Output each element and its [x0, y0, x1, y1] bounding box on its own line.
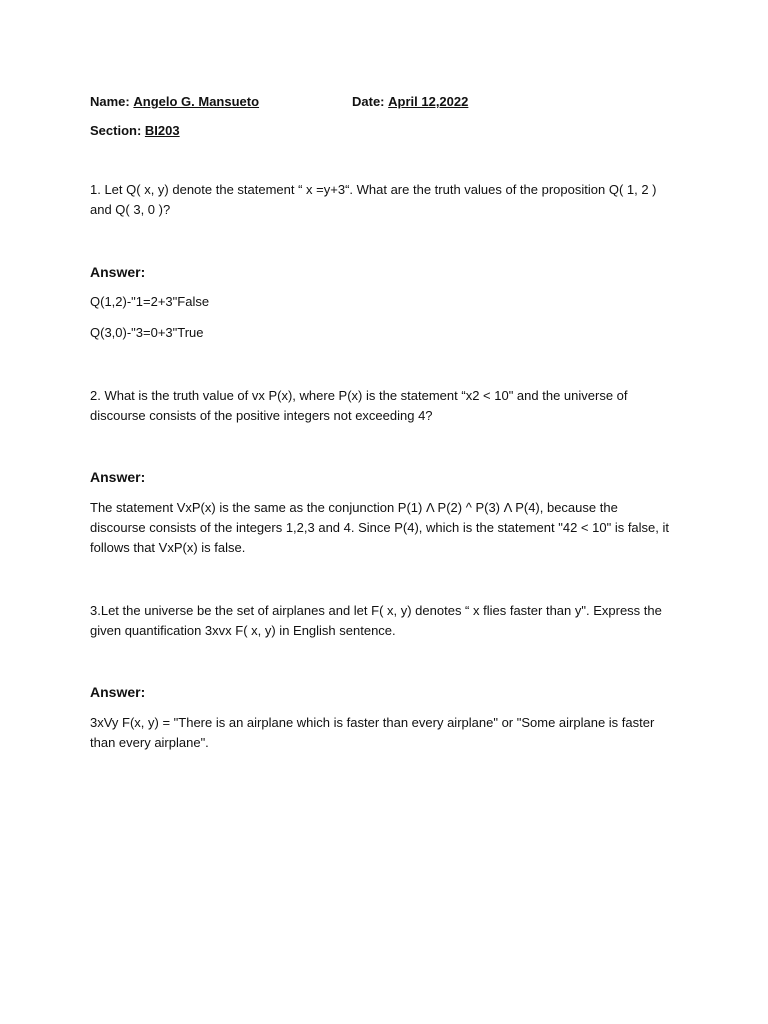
name-row — [90, 92, 259, 112]
question-2: 2. What is the truth value of vx P(x), where P(x) is the statement “x2 < 10" and the universe of discourse consists of the positive integers not exceeding 4? — [90, 388, 628, 423]
question-1: 1. Let Q( x, y) denote the statement “ x =y+3“. What are the truth values of the proposition Q( 1, 2 ) and Q( 3, 0 )? — [90, 182, 657, 217]
date-row — [352, 92, 468, 112]
answer-1-line-1: Q(1,2)-"1=2+3"False — [90, 294, 210, 309]
section-row — [90, 121, 180, 141]
date-label: Date: — [352, 94, 385, 109]
answer-3-label: Answer: — [90, 684, 146, 700]
name-label: Name: — [90, 94, 130, 109]
date-value: April 12,2022 — [388, 94, 469, 109]
section-value: BI203 — [144, 123, 180, 138]
answer-2-label: Answer: — [90, 469, 146, 485]
answer-3: 3xVy F(x, y) = "There is an airplane which is faster than every airplane" or "Some airplane is faster than every airplane". — [90, 715, 655, 750]
answer-1-label: Answer: — [90, 264, 146, 280]
answer-2: The statement VxP(x) is the same as the conjunction P(1) Λ P(2) ^ P(3) Λ P(4), because the discourse consists of the integers 1,2,3 and 4. Since P(4), which is the statement "42 < 10" is false, it follows that VxP(x) is false. — [90, 500, 670, 555]
question-3: 3.Let the universe be the set of airplanes and let F( x, y) denotes “ x flies faster than y". Express the given quantification 3xvx F( x, y) in English sentence. — [90, 603, 662, 638]
section-label: Section: — [90, 123, 142, 138]
answer-1-line-2: Q(3,0)-"3=0+3"True — [90, 325, 204, 340]
name-value: Angelo G. Mansueto — [133, 94, 260, 109]
